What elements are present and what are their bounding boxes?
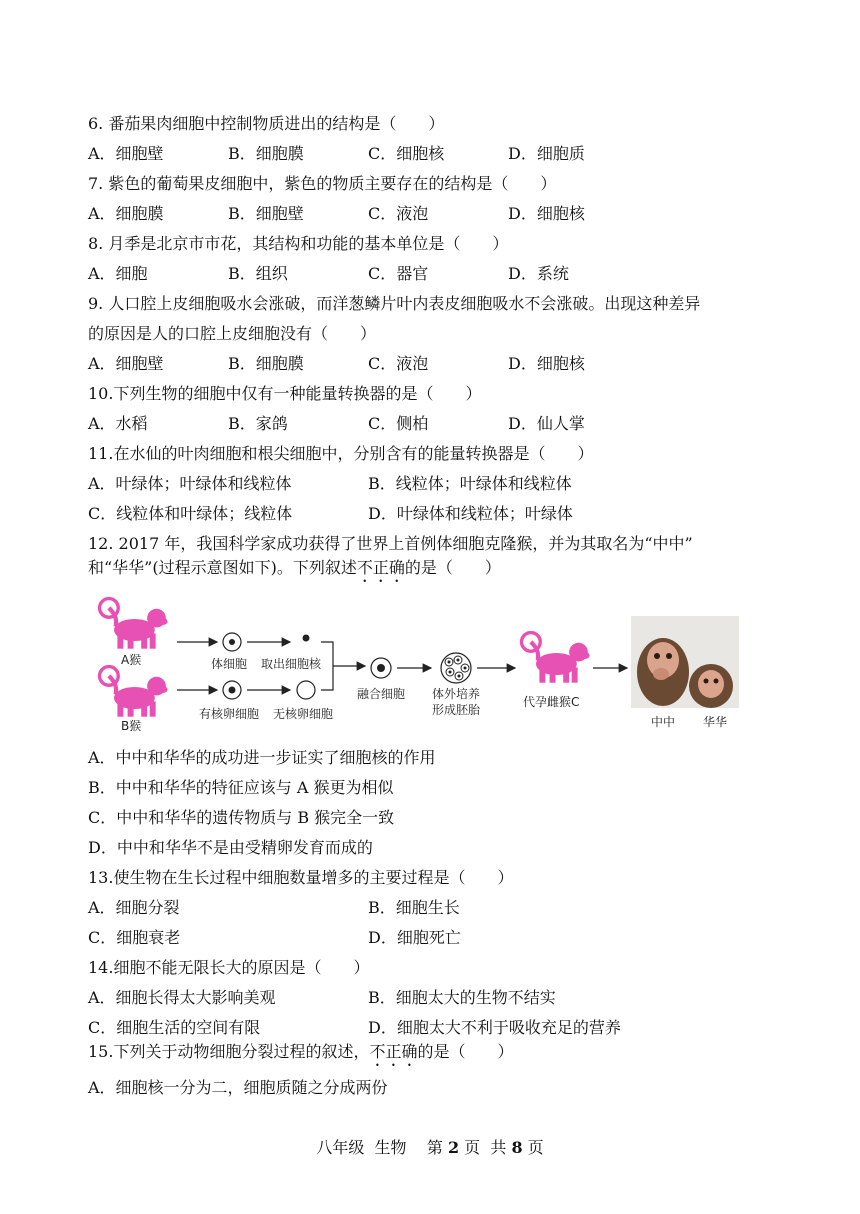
emphasis-not-correct: 不正确 [369, 1042, 418, 1061]
q11-option-d: D．叶绿体和线粒体；叶绿体 [368, 504, 573, 523]
label-huahua: 华华 [703, 715, 728, 729]
q12-option-b: B．中中和华华的特征应该与 A 猴更为相似 [88, 778, 394, 797]
q15-option-a: A．细胞核一分为二，细胞质随之分成两份 [88, 1078, 388, 1097]
label-egg-cell: 有核卵细胞 [199, 707, 260, 721]
question-7-stem: 7. 紫色的葡萄果皮细胞中，紫色的物质主要存在的结构是（ ） [88, 174, 557, 193]
q14-option-b: B．细胞太大的生物不结实 [368, 988, 556, 1007]
q9-option-c: C．液泡 [368, 354, 429, 373]
question-9-stem-line1: 9. 人口腔上皮细胞吸水会涨破，而洋葱鳞片叶内表皮细胞吸水不会涨破。出现这种差异 [88, 294, 701, 313]
q7-option-d: D．细胞核 [508, 204, 585, 223]
q9-option-d: D．细胞核 [508, 354, 585, 373]
monkey-c-icon [522, 633, 590, 683]
q7-option-b: B．细胞壁 [228, 204, 304, 223]
emphasis-not-correct: 不正确 [356, 558, 405, 577]
q11-option-a: A．叶绿体；叶绿体和线粒体 [88, 474, 292, 493]
q13-option-b: B．细胞生长 [368, 898, 460, 917]
q8-option-a: A．细胞 [88, 264, 148, 283]
label-monkey-b: B猴 [121, 719, 142, 732]
label-zhongzhong: 中中 [651, 715, 676, 729]
q13-option-d: D．细胞死亡 [368, 928, 461, 947]
q12-option-a: A．中中和华华的成功进一步证实了细胞核的作用 [88, 748, 436, 767]
enucleated-egg-icon [297, 681, 315, 699]
label-enucleated-egg: 无核卵细胞 [273, 707, 334, 721]
label-culture-1: 体外培养 [432, 687, 481, 701]
q10-option-d: D．仙人掌 [508, 414, 585, 433]
question-11-stem: 11.在水仙的叶肉细胞和根尖细胞中，分别含有的能量转换器是（ ） [88, 444, 594, 463]
page-footer: 八年级 生物 第 2 页 共 8 页 [316, 1138, 544, 1157]
question-15-stem: 15.下列关于动物细胞分裂过程的叙述，不正确的是（ ） [88, 1042, 514, 1061]
q8-option-b: B．组织 [228, 264, 288, 283]
q8-option-d: D．系统 [508, 264, 569, 283]
q6-option-a: A．细胞壁 [88, 144, 164, 163]
q14-option-a: A．细胞长得太大影响美观 [88, 988, 276, 1007]
label-surrogate: 代孕雌猴C [523, 695, 580, 709]
monkey-a-icon [100, 599, 168, 649]
q11-option-c: C．线粒体和叶绿体；线粒体 [88, 504, 293, 523]
q14-option-c: C．细胞生活的空间有限 [88, 1018, 261, 1037]
q14-option-d: D．细胞太大不利于吸收充足的营养 [368, 1018, 621, 1037]
question-14-stem: 14.细胞不能无限长大的原因是（ ） [88, 958, 370, 977]
label-extract-nucleus: 取出细胞核 [261, 657, 322, 671]
q11-option-b: B．线粒体；叶绿体和线粒体 [368, 474, 572, 493]
embryo-icon [441, 653, 471, 683]
nucleus-icon [303, 635, 310, 642]
q6-option-c: C．细胞核 [368, 144, 445, 163]
question-12-stem-line1: 12. 2017 年，我国科学家成功获得了世界上首例体细胞克隆猴，并为其取名为“中中” [88, 534, 693, 553]
label-body-cell: 体细胞 [211, 657, 248, 671]
question-8-stem: 8. 月季是北京市市花，其结构和功能的基本单位是（ ） [88, 234, 509, 253]
q8-option-c: C．器官 [368, 264, 429, 283]
q10-option-c: C．侧柏 [368, 414, 429, 433]
q13-option-a: A．细胞分裂 [88, 898, 180, 917]
q9-option-b: B．细胞膜 [228, 354, 304, 373]
cloning-process-diagram [95, 592, 745, 732]
question-9-stem-line2: 的原因是人的口腔上皮细胞没有（ ） [88, 324, 377, 343]
q7-option-c: C．液泡 [368, 204, 429, 223]
label-monkey-a: A猴 [121, 653, 142, 667]
q9-option-a: A．细胞壁 [88, 354, 164, 373]
q10-option-b: B．家鸽 [228, 414, 288, 433]
baby-monkeys-photo [631, 616, 739, 708]
q12-option-d: D．中中和华华不是由受精卵发育而成的 [88, 838, 373, 857]
q10-option-a: A．水稻 [88, 414, 148, 433]
q7-option-a: A．细胞膜 [88, 204, 164, 223]
question-10-stem: 10.下列生物的细胞中仅有一种能量转换器的是（ ） [88, 384, 482, 403]
question-13-stem: 13.使生物在生长过程中细胞数量增多的主要过程是（ ） [88, 868, 514, 887]
q6-option-d: D．细胞质 [508, 144, 585, 163]
monkey-b-icon [100, 667, 168, 717]
question-6-stem: 6. 番茄果肉细胞中控制物质进出的结构是（ ） [88, 114, 445, 133]
q12-option-c: C．中中和华华的遗传物质与 B 猴完全一致 [88, 808, 395, 827]
q6-option-b: B．细胞膜 [228, 144, 304, 163]
question-12-stem-line2: 和“华华”(过程示意图如下)。下列叙述不正确的是（ ） [88, 558, 501, 577]
label-culture-2: 形成胚胎 [432, 703, 481, 717]
q13-option-c: C．细胞衰老 [88, 928, 181, 947]
label-fused-cell: 融合细胞 [357, 687, 406, 701]
